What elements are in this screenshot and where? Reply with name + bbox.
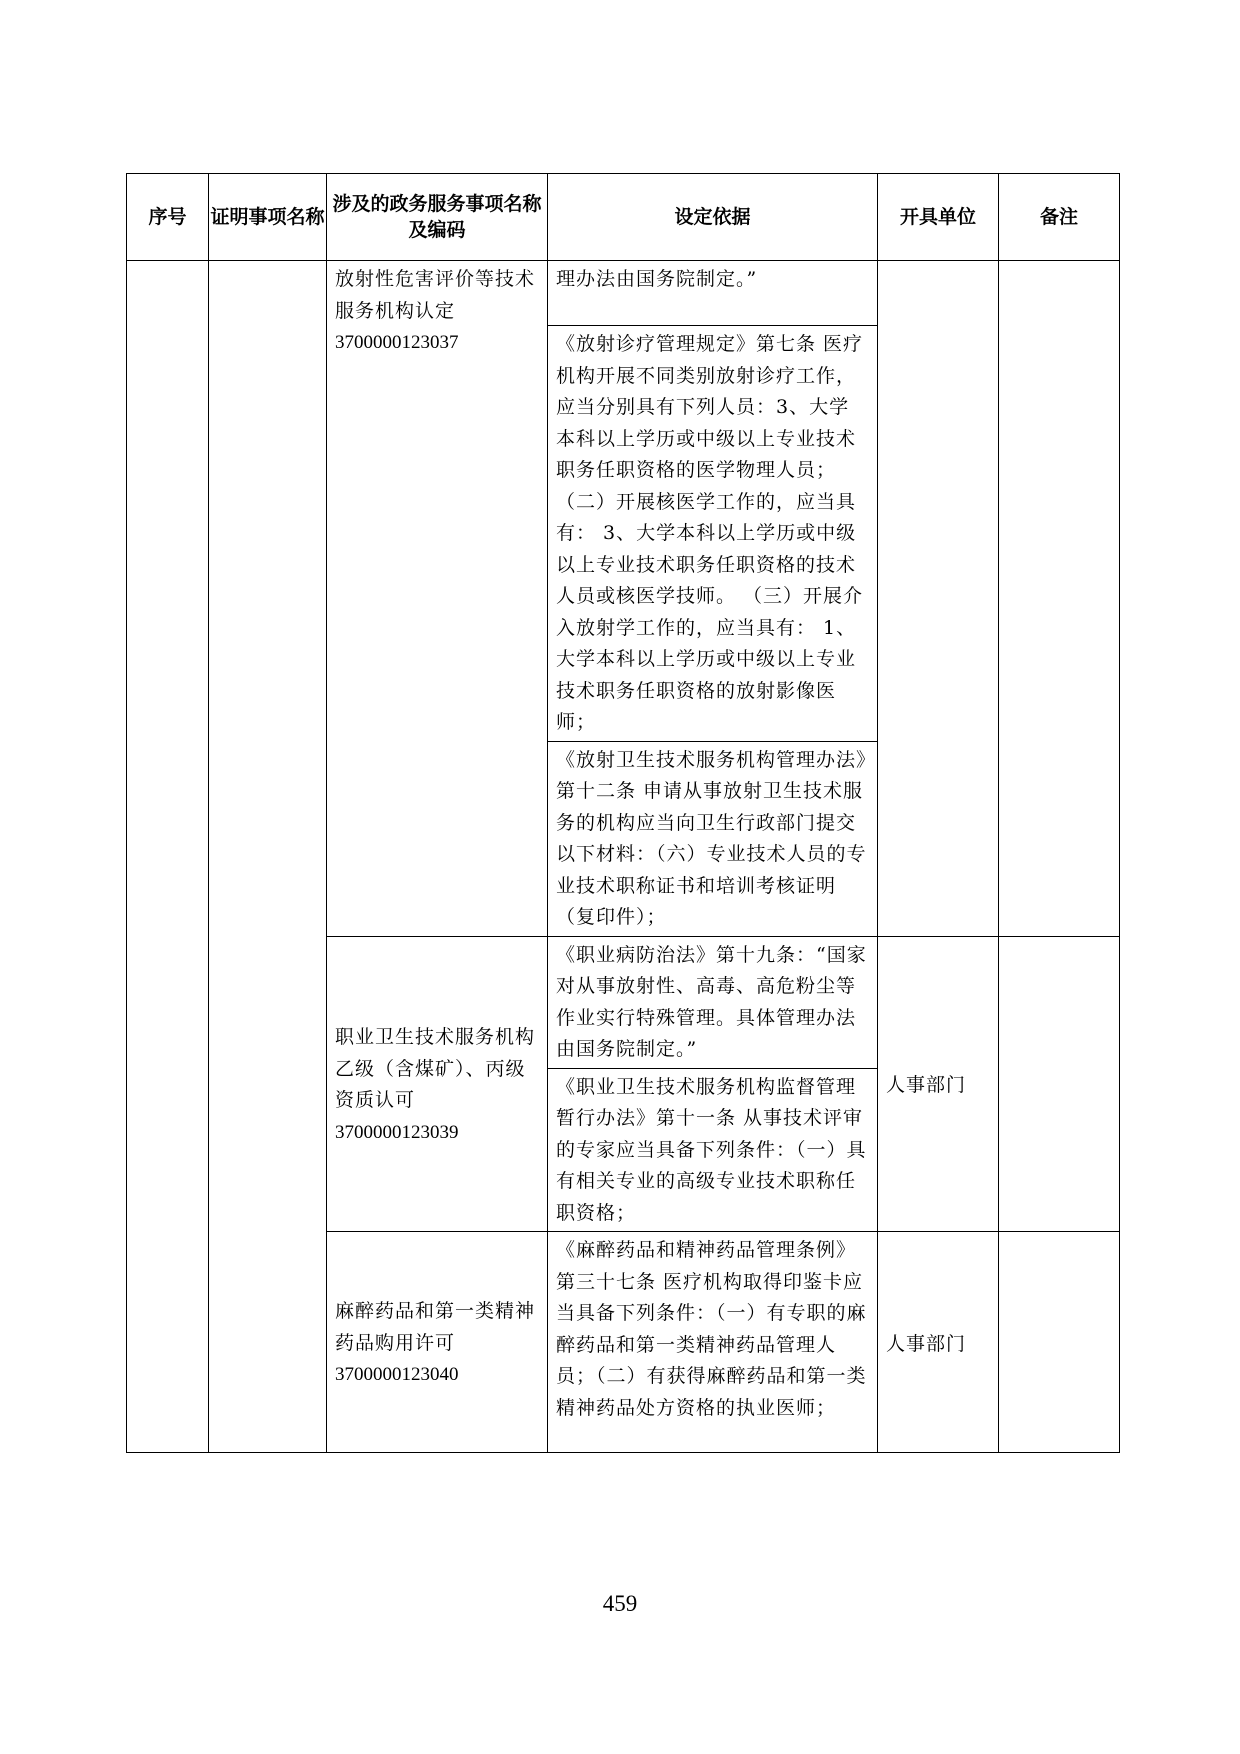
cert-name-cell [209, 261, 327, 1453]
basis-cell [548, 741, 878, 936]
header-seq: 序号 [127, 174, 209, 261]
header-remark: 备注 [999, 174, 1120, 261]
service-name: 职业卫生技术服务机构乙级（含煤矿）、丙级资质认可 [335, 1026, 536, 1112]
basis-cell [548, 1232, 878, 1453]
service-code: 3700000123039 [335, 1121, 459, 1143]
basis-text: 《放射诊疗管理规定》第七条 医疗机构开展不同类别放射诊疗工作，应当分别具有下列人员：3、大学本科以上学历或中级以上专业技术职务任职资格的医学物理人员；（二）开展核医学工作的，应当具有： 3、大学本科以上学历或中级以上专业技术职务任职资格的技术人员或核医学技师。 （三）开展介入放射学工作的，应当具有： 1、大学本科以上学历或中级以上专业技术职务任职资格的放射影像医师； [556, 333, 864, 733]
seq-cell [127, 261, 209, 1453]
service-name: 放射性危害评价等技术服务机构认定 [335, 268, 536, 322]
basis-text: 《放射卫生技术服务机构管理办法》第十二条 申请从事放射卫生技术服务的机构应当向卫生行政部门提交以下材料：（六）专业技术人员的专业技术职称证书和培训考核证明（复印件）； [556, 748, 867, 928]
basis-cell [548, 261, 878, 326]
service-cell [327, 1232, 548, 1453]
issuer-text: 人事部门 [886, 1074, 967, 1097]
service-cell [327, 261, 548, 937]
service-code: 3700000123040 [335, 1364, 459, 1386]
remark-cell [999, 1232, 1120, 1453]
certification-table [126, 173, 1120, 1453]
header-basis: 设定依据 [548, 174, 878, 261]
issuer-cell [878, 1232, 999, 1453]
service-code: 3700000123037 [335, 332, 459, 353]
service-name: 麻醉药品和第一类精神药品购用许可 [335, 1300, 536, 1354]
basis-text: 《职业病防治法》第十九条：“国家对从事放射性、高毒、高危粉尘等作业实行特殊管理。具体管理办法由国务院制定。” [556, 943, 867, 1060]
page-number: 459 [602, 1591, 638, 1616]
remark-cell [999, 936, 1120, 1232]
header-service: 涉及的政务服务事项名称及编码 [327, 174, 548, 261]
basis-text: 理办法由国务院制定。” [556, 268, 758, 290]
issuer-text: 人事部门 [886, 1332, 967, 1355]
service-cell [327, 936, 548, 1232]
issuer-cell [878, 936, 999, 1232]
issuer-cell [878, 261, 999, 937]
table-header-row [127, 174, 1120, 261]
header-cert-name: 证明事项名称 [209, 174, 327, 261]
basis-text: 《麻醉药品和精神药品管理条例》第三十七条 医疗机构取得印鉴卡应当具备下列条件：（一）有专职的麻醉药品和第一类精神药品管理人员；（二）有获得麻醉药品和第一类精神药品处方资格的执业医师； [556, 1239, 867, 1419]
basis-cell [548, 326, 878, 742]
header-issuer: 开具单位 [878, 174, 999, 261]
basis-cell [548, 1068, 878, 1232]
basis-text: 《职业卫生技术服务机构监督管理暂行办法》第十一条 从事技术评审的专家应当具备下列条件：（一）具有相关专业的高级专业技术职称任职资格； [556, 1075, 867, 1224]
table-row [127, 261, 1120, 326]
basis-cell [548, 936, 878, 1068]
remark-cell [999, 261, 1120, 937]
